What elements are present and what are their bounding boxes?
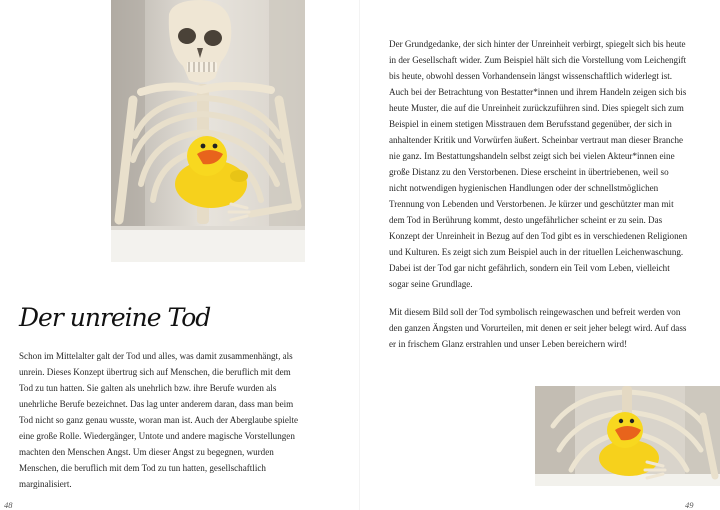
page-number-right: 49 — [685, 500, 694, 510]
skeleton-with-rubber-duck-photo — [111, 0, 305, 262]
duck-closeup-illustration — [535, 386, 720, 486]
right-page — [360, 0, 720, 510]
left-body-paragraph: Schon im Mittelalter galt der Tod und alles, was damit zusammenhängt, als unrein. Dieses Konzept übertrug sich auf Menschen, die beruflich mit dem Tod zu tun hatten. Sie galten als unehrlich bzw. ihre Berufe wurden als unehrliche Berufe bezeichnet. Das lag unter anderem daran, dass man beim Tod nicht so ganz genau wusste, woran man ist. Auch der Aberglaube spielte eine große Rolle. Wiedergänger, Untote und andere magische Vorstellungen machten den Menschen Angst. Um dieser Angst zu begegnen, wurden Menschen, die beruflich mit dem Tod zu tun hatten, gesellschaftlich marginalisiert. — [19, 351, 299, 489]
rubber-duck-closeup-photo — [535, 386, 720, 486]
skeleton-duck-illustration — [111, 0, 305, 262]
page-number-left: 48 — [4, 500, 13, 510]
right-body-paragraph-2: Mit diesem Bild soll der Tod symbolisch reingewaschen und befreit werden von den ganzen Ängsten und Vorurteilen, mit denen er seit jeher belegt wird. Auf dass er in frischem Glanz erstrahlen und unser Leben bereichern wird! — [389, 307, 687, 349]
chapter-title: Der unreine Tod — [19, 303, 211, 332]
right-body-paragraph-1: Der Grundgedanke, der sich hinter der Unreinheit verbirgt, spiegelt sich bis heute in der Gesellschaft wider. Zum Beispiel hält sich die Vorstellung vom Leichengift bis heute, obwohl dessen Vorhandensein längst wissenschaftlich widerlegt ist. Auch bei der Betrachtung von Bestatter*innen und ihrem Handeln zeigen sich bis heute Muster, die auf die Unreinheit zurückzuführen sind. Dies spiegelt sich zum Beispiel in einem stetigen Misstrauen dem Berufsstand gegenüber, der sich in anhaltender Kritik und Vorwürfen äußert. Scheinbar vertraut man dieser Branche nie ganz. Im Bestattungshandeln selbst zeigt sich bei vielen Akteur*innen eine große Distanz zu den Verstorbenen. Diese erscheint in übertriebenen, weil so nicht notwendigen hygienischen Handlungen oder der schnellstmöglichen Trennung von Lebenden und Verstorbenen. Je kürzer und geschützter man mit dem Tod in Berührung kommt, desto ungefährlicher scheint er zu sein. Das Konzept der Unreinheit in Bezug auf den Tod gibt es in verschiedenen Religionen und Kulturen. Es zeigt sich zum Beispiel auch in der rituellen Leichenwaschung. Dabei ist der Tod gar nicht gefährlich, sondern ein Teil vom Leben, vielleicht sogar seine Grundlage. — [389, 39, 688, 289]
